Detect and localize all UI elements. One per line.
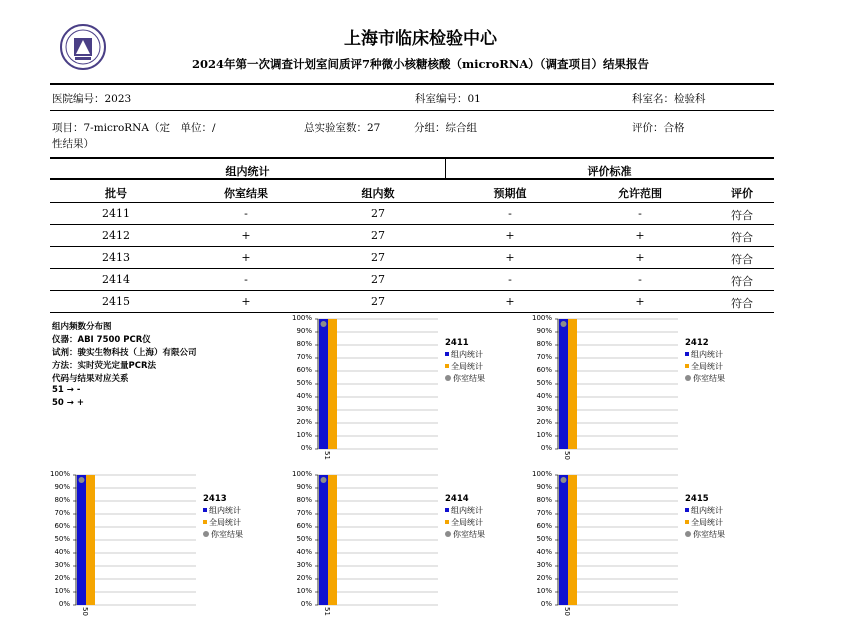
chart-legend [203,494,243,540]
your-result-marker [321,321,327,327]
legend-item-overall [685,516,725,528]
y-tick-label: 30% [296,561,312,569]
group-name: 分组：综合组 [414,122,477,134]
y-tick-label: 20% [296,418,312,426]
col-header-group-count: 组内数 [361,187,395,200]
table-cell: 2413 [102,251,130,264]
divider [50,178,774,180]
table-cell: + [505,229,515,242]
evaluation-result: 评价：合格 [632,122,685,134]
notes-instrument: 仪器：ABI 7500 PCR仪 [52,335,151,345]
item-line1: 项目：7-microRNA（定 单位：/ [52,122,216,134]
y-tick-label: 30% [536,405,552,413]
your-result-marker [321,477,327,483]
report-subtitle: 2024年第一次调查计划室间质评7种微小核糖核酸（microRNA）（调查项目）结果报告 [191,57,649,71]
bar-group [559,319,568,449]
y-tick-label: 0% [300,600,312,608]
x-tick-label: 51 [323,451,331,460]
legend-swatch-icon [685,364,689,368]
y-tick-label: 80% [296,340,312,348]
table-cell: 符合 [731,231,753,244]
legend-dot-icon [685,375,691,381]
legend-item-yours [203,528,243,540]
legend-swatch-icon [685,352,689,356]
table-cell: 符合 [731,297,753,310]
table-cell: + [635,295,645,308]
legend-item-overall [685,360,725,372]
legend-label: 你室结果 [211,529,243,539]
y-tick-label: 20% [54,574,70,582]
legend-label: 你室结果 [453,529,485,539]
legend-batch: 2411 [445,338,469,348]
table-cell: 2412 [102,229,130,242]
hospital-id: 医院编号：2023 [52,93,132,105]
divider [50,110,774,111]
y-tick-label: 40% [54,548,70,556]
notes-code-mapping-title: 代码与结果对应关系 [52,374,129,384]
bar-overall [568,475,577,605]
x-tick-label: 50 [563,451,571,460]
y-tick-label: 10% [536,431,552,439]
legend-label: 组内统计 [691,349,723,359]
y-tick-label: 0% [58,600,70,608]
legend-item-overall [445,516,485,528]
legend-label: 你室结果 [693,373,725,383]
chart-2411 [290,316,490,466]
y-tick-label: 50% [296,535,312,543]
y-tick-label: 0% [300,444,312,452]
y-tick-label: 50% [54,535,70,543]
bar-overall [328,319,337,449]
y-tick-label: 70% [536,353,552,361]
legend-swatch-icon [445,352,449,356]
y-tick-label: 60% [54,522,70,530]
legend-dot-icon [203,531,209,537]
y-tick-label: 60% [536,522,552,530]
y-tick-label: 70% [54,509,70,517]
table-cell: - [244,207,248,220]
y-tick-label: 100% [291,470,312,478]
dept-id: 科室编号：01 [415,93,481,105]
group-stats-header: 组内统计 [225,165,270,178]
table-cell: - [508,207,512,220]
notes-method: 方法：实时荧光定量PCR法 [52,361,157,371]
y-tick-label: 30% [536,561,552,569]
y-tick-label: 20% [296,574,312,582]
legend-batch: 2413 [203,494,227,504]
y-tick-label: 20% [536,574,552,582]
y-tick-label: 0% [540,600,552,608]
table-cell: - [638,207,642,220]
y-tick-label: 40% [296,392,312,400]
table-cell: + [505,295,515,308]
y-tick-label: 80% [536,496,552,504]
table-cell: + [241,229,251,242]
y-tick-label: 20% [536,418,552,426]
table-cell: - [244,273,248,286]
table-row-divider [50,246,774,247]
legend-item-yours [685,528,725,540]
col-header-batch: 批号 [105,187,127,200]
chart-legend [445,494,485,540]
table-row-divider [50,312,774,313]
y-tick-label: 40% [536,548,552,556]
notes-reagent: 试剂：骏实生物科技（上海）有限公司 [52,348,197,358]
legend-item-group [445,348,485,360]
y-tick-label: 40% [296,548,312,556]
notes-distribution-title: 组内频数分布图 [52,322,112,332]
total-labs: 总实验室数：27 [304,122,381,134]
legend-item-yours [685,372,725,384]
table-cell: 符合 [731,253,753,266]
y-tick-label: 30% [54,561,70,569]
table-row-divider [50,290,774,291]
legend-label: 你室结果 [693,529,725,539]
table-cell: 27 [371,251,385,264]
y-tick-label: 100% [531,314,552,322]
y-tick-label: 100% [291,314,312,322]
legend-item-group [685,348,725,360]
col-header-allowed-range: 允许范围 [618,187,662,200]
y-tick-label: 40% [536,392,552,400]
legend-swatch-icon [203,508,207,512]
y-tick-label: 50% [536,535,552,543]
table-cell: 27 [371,229,385,242]
legend-swatch-icon [445,520,449,524]
notes-code-51: 51 → - [52,385,81,395]
legend-swatch-icon [685,520,689,524]
table-cell: - [508,273,512,286]
legend-swatch-icon [445,364,449,368]
col-header-expected: 预期值 [493,187,527,200]
y-tick-label: 10% [536,587,552,595]
legend-item-group [685,504,725,516]
chart-legend [445,338,485,384]
page-title: 上海市临床检验中心 [344,29,497,49]
table-top-border [50,157,774,159]
bar-overall [568,319,577,449]
table-cell: + [241,295,251,308]
your-result-marker [79,477,85,483]
x-tick-label: 50 [81,607,89,616]
chart-2413 [48,472,248,622]
legend-label: 你室结果 [453,373,485,383]
legend-batch: 2415 [685,494,709,504]
legend-swatch-icon [445,508,449,512]
y-tick-label: 90% [536,327,552,335]
legend-item-yours [445,372,485,384]
divider [50,83,774,85]
legend-swatch-icon [203,520,207,524]
legend-dot-icon [445,375,451,381]
y-tick-label: 10% [296,587,312,595]
col-header-your-result: 你室结果 [224,187,268,200]
chart-legend [685,494,725,540]
table-cell: 符合 [731,275,753,288]
table-cell: + [635,229,645,242]
bar-overall [86,475,95,605]
y-tick-label: 80% [296,496,312,504]
y-tick-label: 0% [540,444,552,452]
divider [50,202,774,203]
y-tick-label: 100% [531,470,552,478]
your-result-marker [561,321,567,327]
y-tick-label: 100% [49,470,70,478]
table-cell: 27 [371,207,385,220]
legend-batch: 2414 [445,494,469,504]
legend-label: 组内统计 [691,505,723,515]
legend-label: 全局统计 [451,361,483,371]
legend-batch: 2412 [685,338,709,348]
legend-item-overall [445,360,485,372]
legend-label: 组内统计 [451,349,483,359]
dept-name: 科室名：检验科 [632,93,706,105]
legend-label: 全局统计 [451,517,483,527]
chart-2414 [290,472,490,622]
legend-item-group [445,504,485,516]
table-cell: 27 [371,295,385,308]
bar-group [559,475,568,605]
legend-item-group [203,504,243,516]
y-tick-label: 80% [54,496,70,504]
bar-group [319,475,328,605]
notes-code-50: 50 → + [52,398,84,408]
y-tick-label: 80% [536,340,552,348]
table-cell: 27 [371,273,385,286]
y-tick-label: 90% [296,483,312,491]
table-row-divider [50,268,774,269]
item-line2: 性结果） [52,138,94,150]
y-tick-label: 10% [54,587,70,595]
legend-dot-icon [685,531,691,537]
your-result-marker [561,477,567,483]
y-tick-label: 90% [54,483,70,491]
legend-label: 组内统计 [451,505,483,515]
table-cell: + [635,251,645,264]
bar-group [77,475,86,605]
y-tick-label: 90% [536,483,552,491]
y-tick-label: 30% [296,405,312,413]
legend-item-yours [445,528,485,540]
legend-item-overall [203,516,243,528]
legend-dot-icon [445,531,451,537]
eval-standard-header: 评价标准 [587,165,632,178]
y-tick-label: 60% [296,366,312,374]
table-cell: 2415 [102,295,130,308]
x-tick-label: 51 [323,607,331,616]
table-cell: 2414 [102,273,130,286]
y-tick-label: 90% [296,327,312,335]
table-cell: 符合 [731,209,753,222]
y-tick-label: 50% [536,379,552,387]
legend-label: 全局统计 [691,517,723,527]
y-tick-label: 50% [296,379,312,387]
y-tick-label: 60% [536,366,552,374]
table-row-divider [50,224,774,225]
y-tick-label: 60% [296,522,312,530]
bar-overall [328,475,337,605]
legend-label: 全局统计 [209,517,241,527]
y-tick-label: 70% [296,509,312,517]
y-tick-label: 10% [296,431,312,439]
chart-legend [685,338,725,384]
chart-2412 [530,316,730,466]
legend-swatch-icon [685,508,689,512]
chart-2415 [530,472,730,622]
legend-label: 全局统计 [691,361,723,371]
table-cell: 2411 [102,207,130,220]
legend-label: 组内统计 [209,505,241,515]
y-tick-label: 70% [296,353,312,361]
table-cell: + [505,251,515,264]
table-cell: - [638,273,642,286]
y-tick-label: 70% [536,509,552,517]
table-cell: + [241,251,251,264]
bar-group [319,319,328,449]
x-tick-label: 50 [563,607,571,616]
col-header-evaluation: 评价 [731,187,753,200]
